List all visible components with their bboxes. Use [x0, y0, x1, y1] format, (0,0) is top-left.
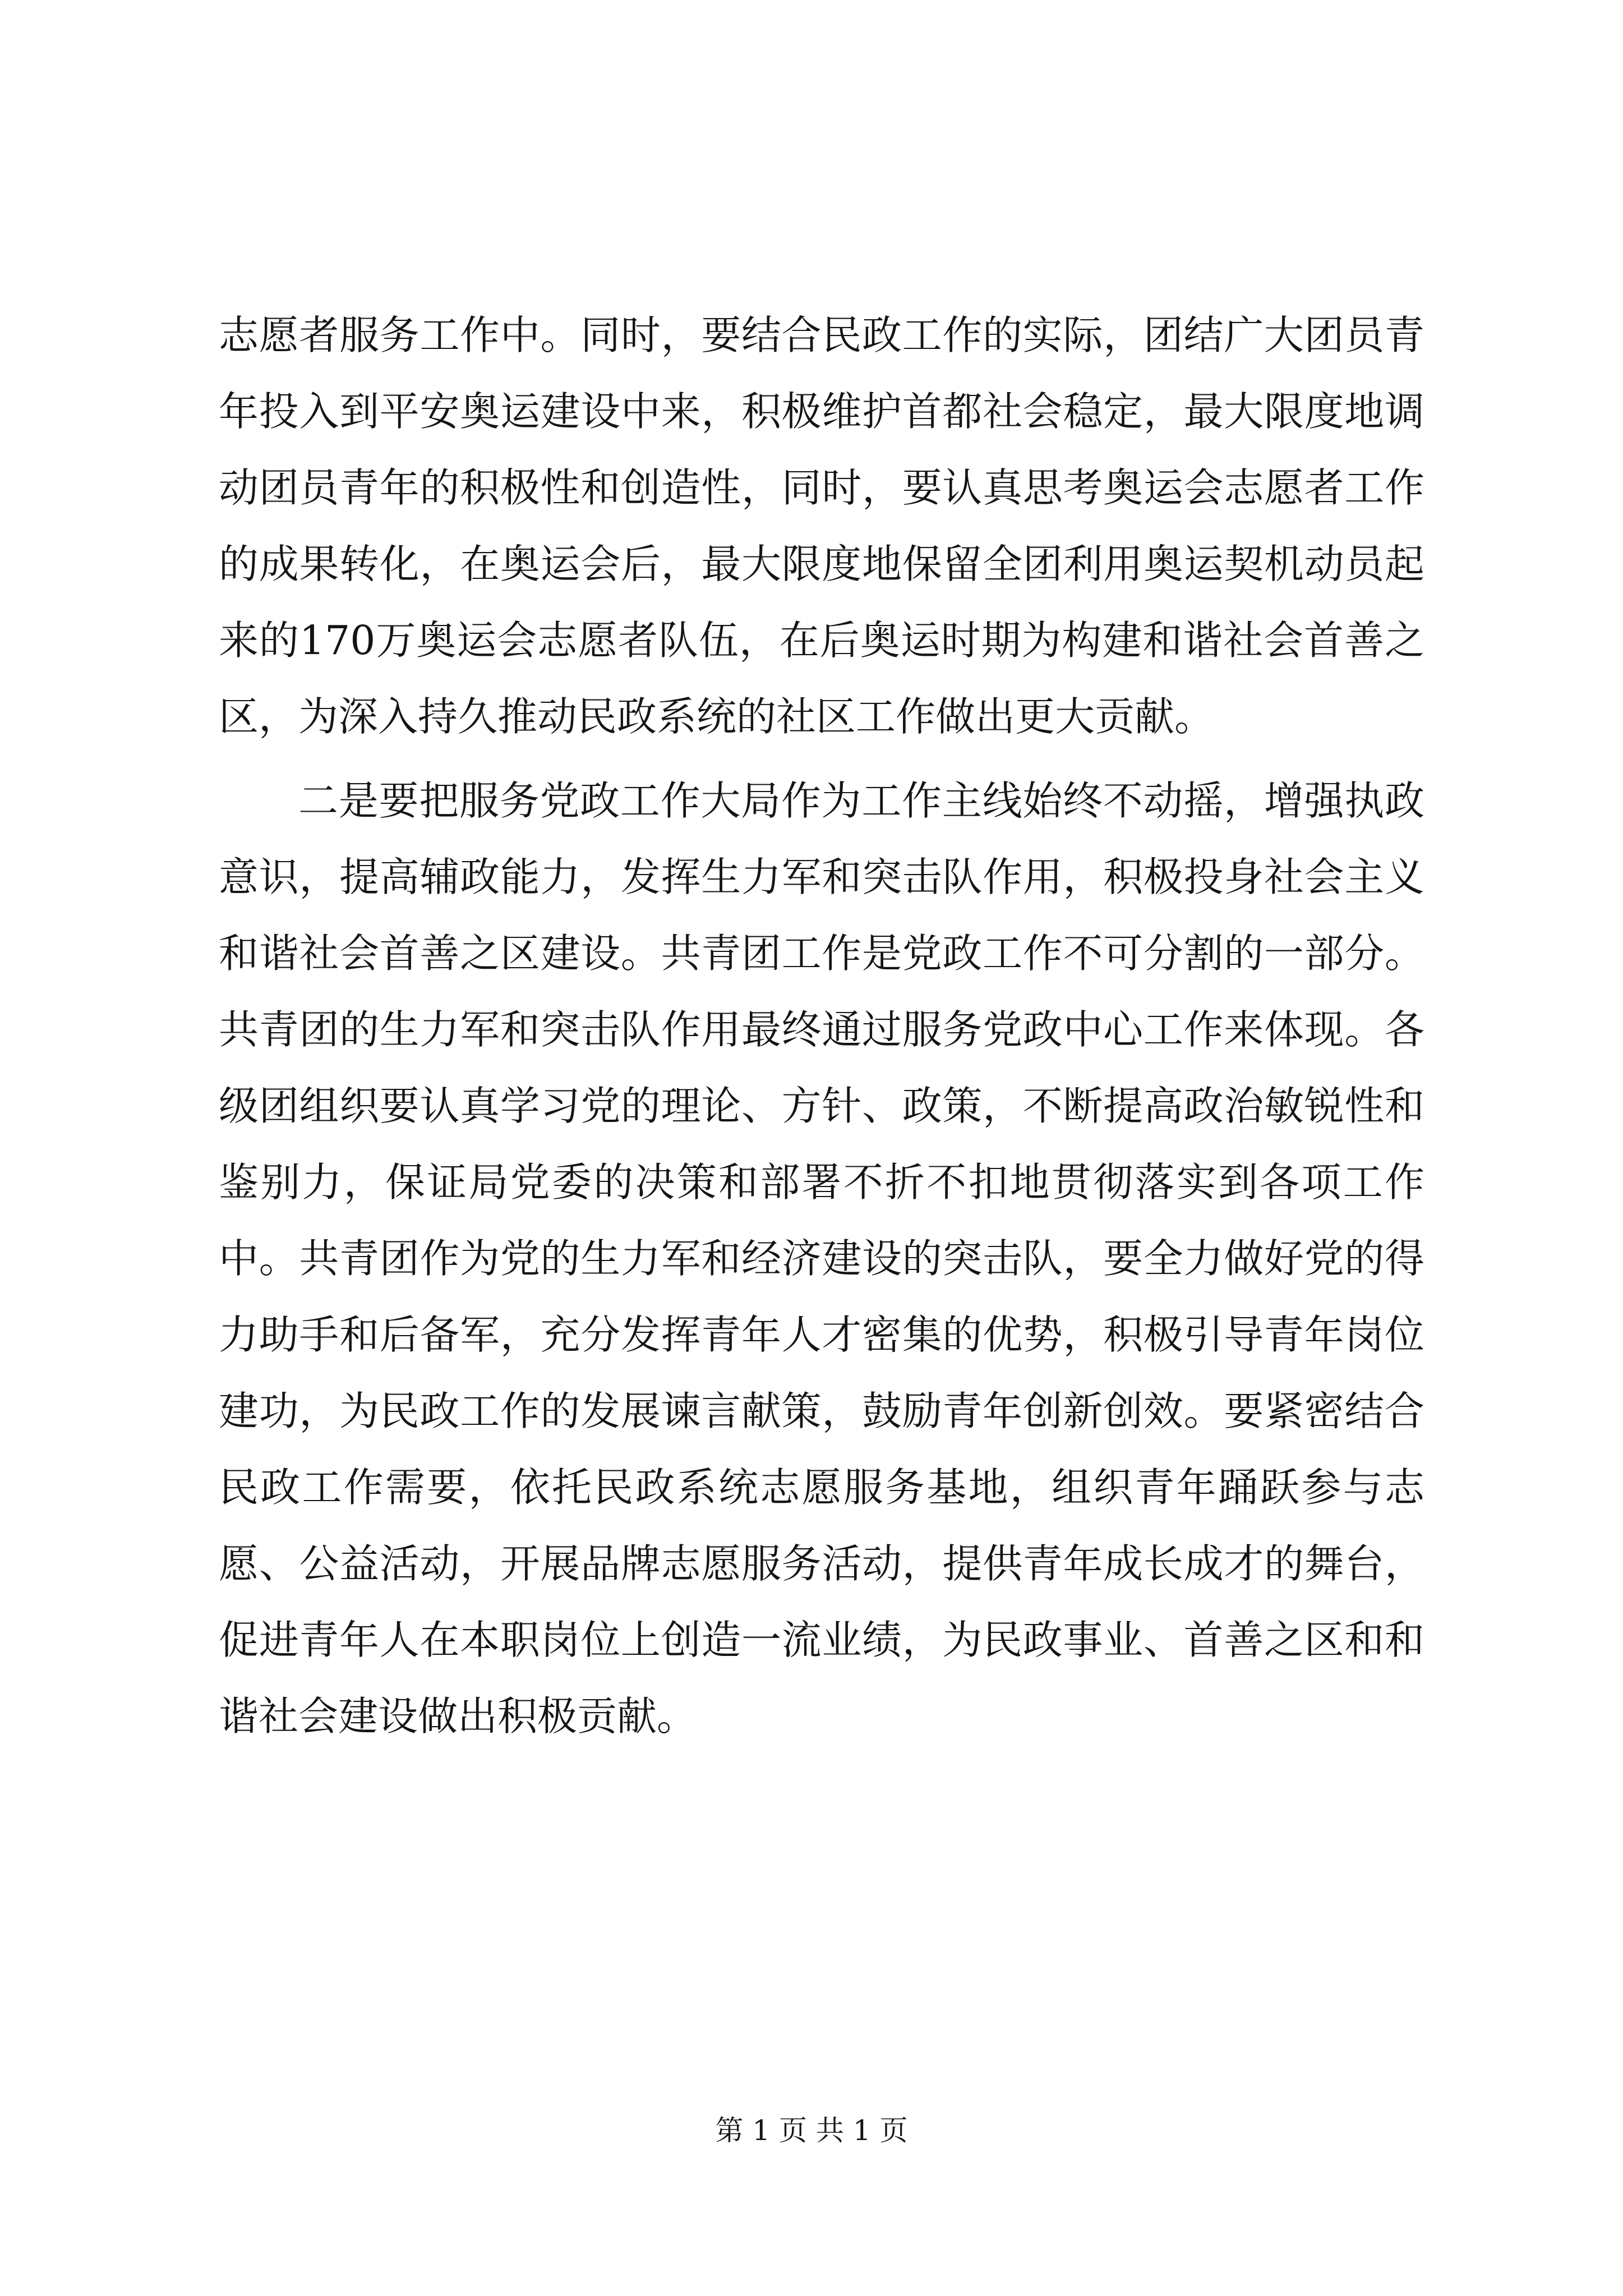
paragraph-2: 二是要把服务党政工作大局作为工作主线始终不动摇，增强执政意识，提高辅政能力，发挥生力军和突击队作用，积极投身社会主义和谐社会首善之区建设。共青团工作是党政工作不可分割的一部分。共青团的生力军和突击队作用最终通过服务党政中心工作来体现。各级团组织要认真学习党的理论、方针、政策，不断提高政治敏锐性和鉴别力，保证局党委的决策和部署不折不扣地贯彻落实到各项工作中。共青团作为党的生力军和经济建设的突击队，要全力做好党的得力助手和后备军，充分发挥青年人才密集的优势，积极引导青年岗位建功，为民政工作的发展谏言献策，鼓励青年创新创效。要紧密结合民政工作需要，依托民政系统志愿服务基地，组织青年踊跃参与志愿、公益活动，开展品牌志愿服务活动，提供青年成长成才的舞台，促进青年人在本职岗位上创造一流业绩，为民政事业、首善之区和和谐社会建设做出积极贡献。 [219, 777, 1424, 1740]
paragraph-1: 志愿者服务工作中。同时，要结合民政工作的实际，团结广大团员青年投入到平安奥运建设中来，积极维护首都社会稳定，最大限度地调动团员青年的积极性和创造性，同时，要认真思考奥运会志愿者工作的成果转化，在奥运会后，最大限度地保留全团利用奥运契机动员起来的170万奥运会志愿者队伍，在后奥运时期为构建和谐社会首善之区，为深入持久推动民政系统的社区工作做出更大贡献。 [219, 312, 1424, 740]
document-body [219, 297, 1424, 1755]
page-footer: 第 1 页 共 1 页 [715, 2114, 908, 2147]
